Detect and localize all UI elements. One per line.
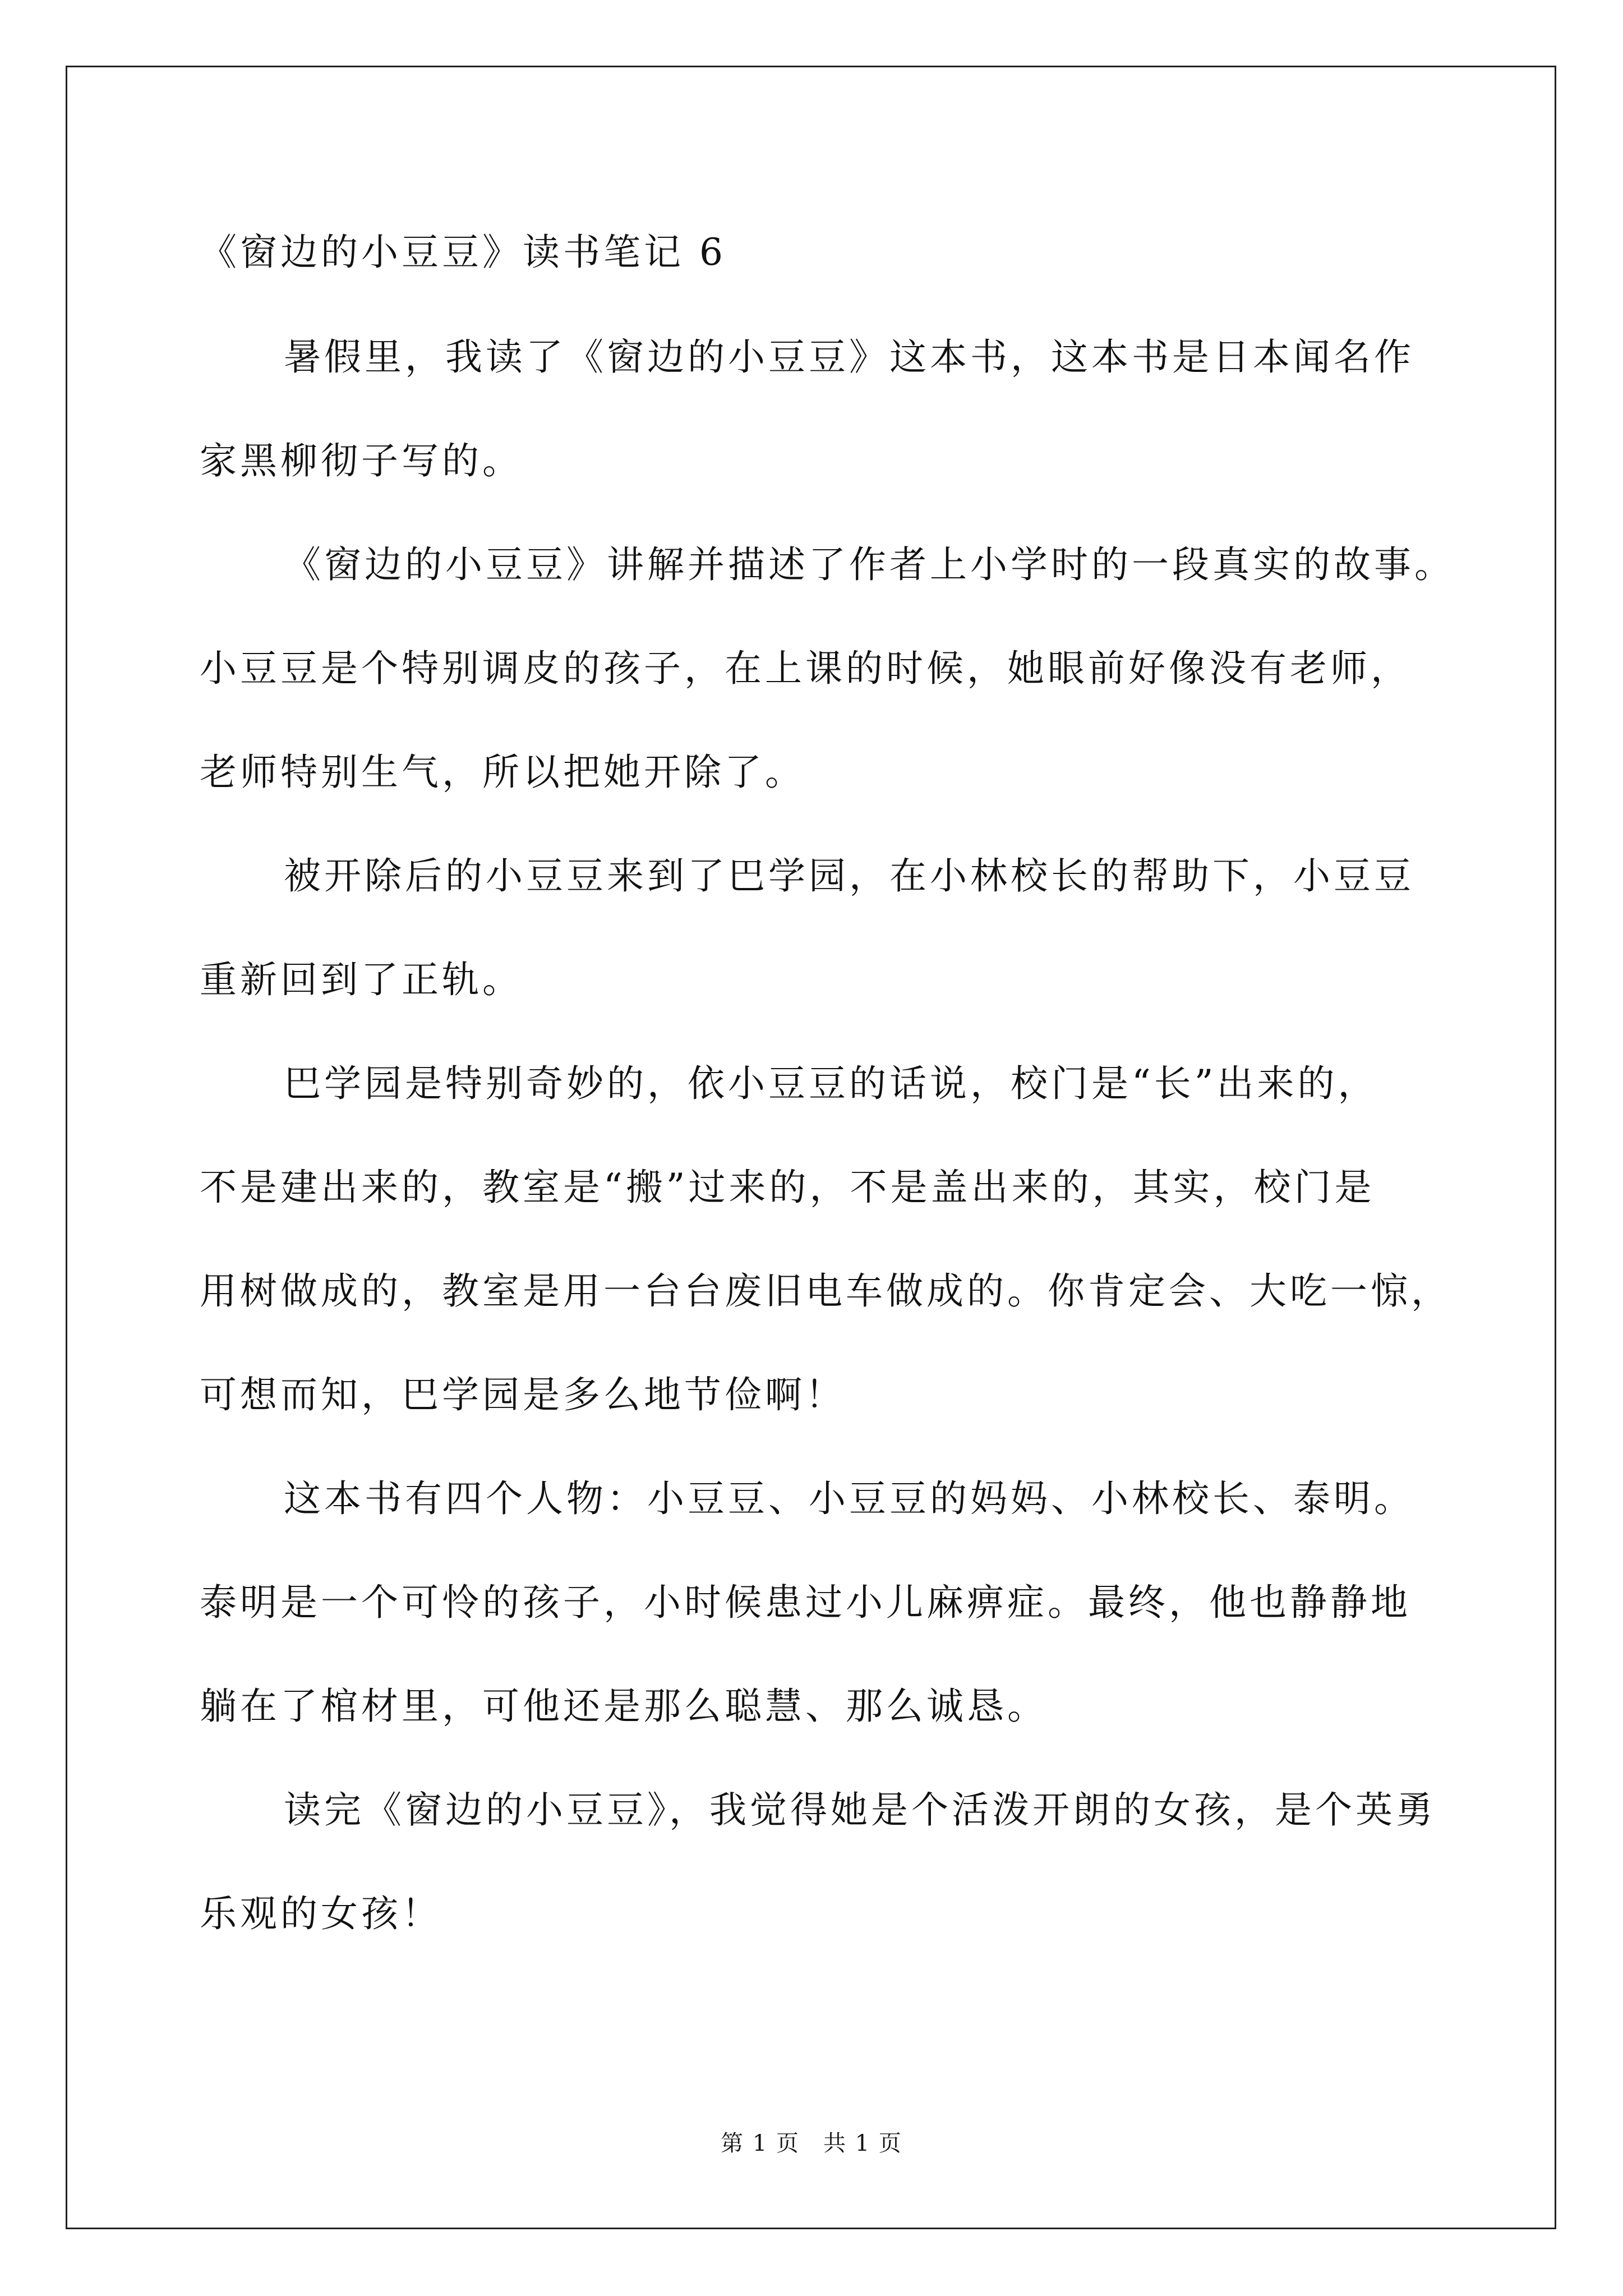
paragraph-4-line-2: 不是建出来的，教室是“搬”过来的，不是盖出来的，其实，校门是	[200, 1166, 1375, 1209]
paragraph-4-line-1: 巴学园是特别奇妙的，依小豆豆的话说，校门是“长”出来的，	[284, 1062, 1378, 1105]
paragraph-6-line-1: 读完《窗边的小豆豆》，我觉得她是个活泼开朗的女孩，是个英勇	[284, 1788, 1436, 1832]
paragraph-3-line-1: 被开除后的小豆豆来到了巴学园，在小林校长的帮助下，小豆豆	[284, 854, 1414, 898]
paragraph-2-line-1: 《窗边的小豆豆》讲解并描述了作者上小学时的一段真实的故事。	[284, 543, 1455, 586]
paragraph-2-line-3: 老师特别生气，所以把她开除了。	[200, 751, 805, 794]
paragraph-4-line-4: 可想而知，巴学园是多么地节俭啊！	[200, 1373, 846, 1416]
paragraph-1-line-1: 暑假里，我读了《窗边的小豆豆》这本书，这本书是日本闻名作	[284, 335, 1414, 379]
paragraph-3-line-2: 重新回到了正轨。	[200, 958, 523, 1001]
paragraph-2-line-2: 小豆豆是个特别调皮的孩子，在上课的时候，她眼前好像没有老师，	[200, 647, 1411, 690]
paragraph-6-line-2: 乐观的女孩！	[200, 1892, 442, 1935]
document-title: 《窗边的小豆豆》读书笔记 6	[200, 231, 726, 274]
paragraph-1-line-2: 家黑柳彻子写的。	[200, 439, 523, 482]
paragraph-5-line-2: 泰明是一个可怜的孩子，小时候患过小儿麻痹症。最终，他也静静地	[200, 1581, 1411, 1624]
page-footer: 第 1 页 共 1 页	[721, 2131, 902, 2156]
paragraph-4-line-3: 用树做成的，教室是用一台台废旧电车做成的。你肯定会、大吃一惊，	[200, 1269, 1451, 1313]
paragraph-5-line-1: 这本书有四个人物：小豆豆、小豆豆的妈妈、小林校长、泰明。	[284, 1477, 1414, 1520]
paragraph-5-line-3: 躺在了棺材里，可他还是那么聪慧、那么诚恳。	[200, 1685, 1048, 1728]
